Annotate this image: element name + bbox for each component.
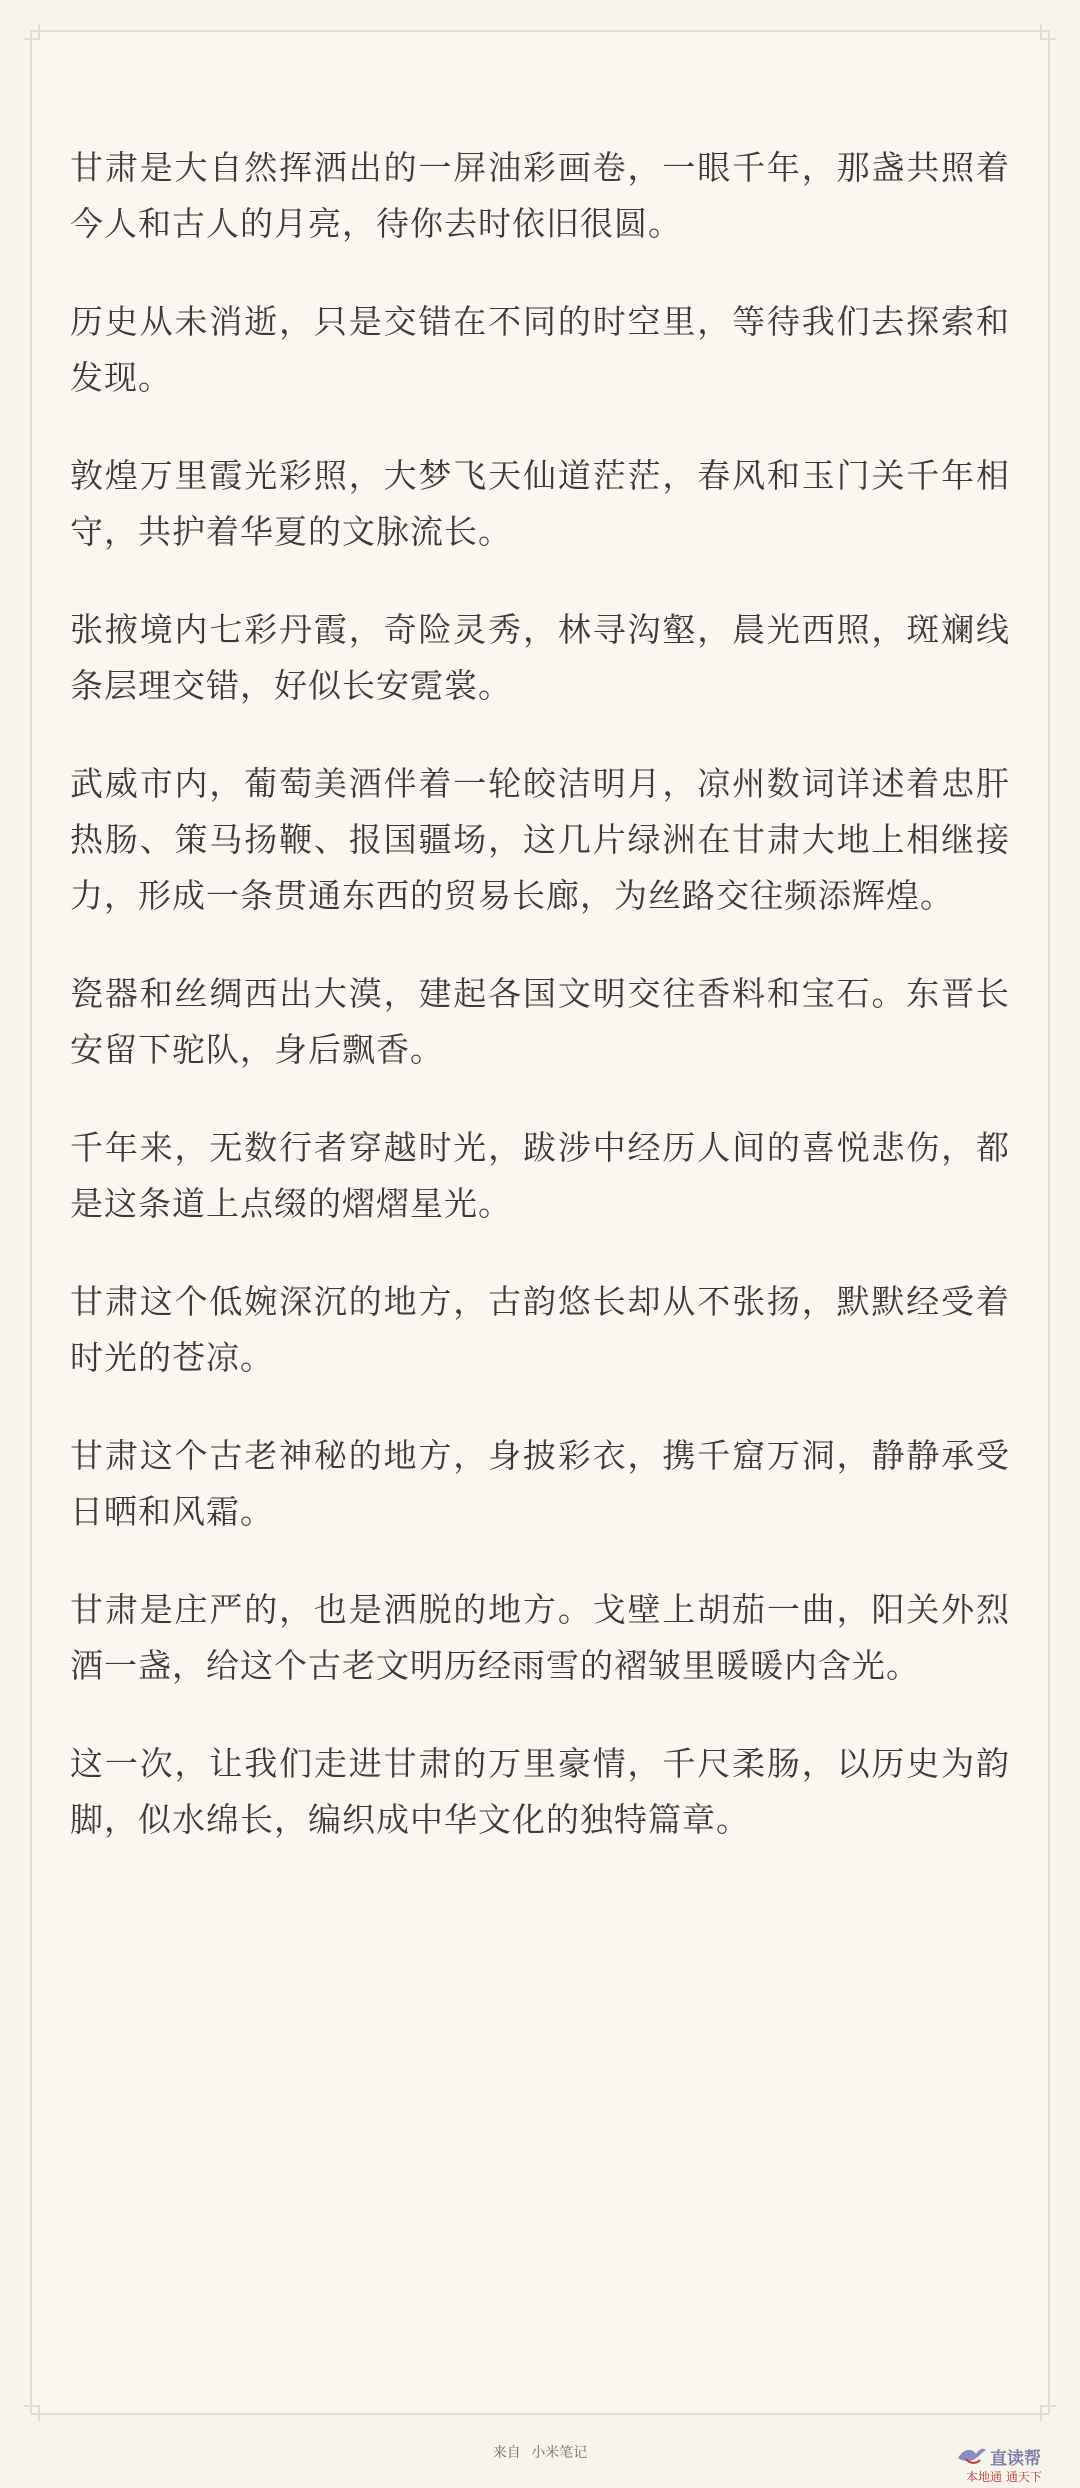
paragraph: 敦煌万里霞光彩照，大梦飞天仙道茫茫，春风和玉门关千年相守，共护着华夏的文脉流长。: [70, 456, 1010, 551]
source-app-name: 小米笔记: [531, 2445, 588, 2461]
frame-corner-top-right: [1040, 24, 1056, 40]
paragraph: 张掖境内七彩丹霞，奇险灵秀，林寻沟壑，晨光西照，斑斓线条层理交错，好似长安霓裳。: [70, 610, 1010, 705]
paragraph: 千年来，无数行者穿越时光，跋涉中经历人间的喜悦悲伤，都是这条道上点缀的熠熠星光。: [70, 1128, 1010, 1223]
paragraph: 甘肃是庄严的，也是洒脱的地方。戈壁上胡茄一曲，阳关外烈酒一盏，给这个古老文明历经雨雪的褶皱里暖暖内含光。: [70, 1590, 1010, 1685]
paragraph: 甘肃这个低婉深沉的地方，古韵悠长却从不张扬，默默经受着时光的苍凉。: [70, 1282, 1010, 1377]
source-label: 来自: [492, 2445, 521, 2461]
site-watermark: [952, 2440, 1072, 2484]
paragraph: 历史从未消逝，只是交错在不同的时空里，等待我们去探索和发现。: [70, 302, 1010, 397]
source-footer: [0, 2442, 1080, 2462]
note-body[interactable]: [70, 140, 1010, 1890]
frame-corner-bottom-right: [1040, 2405, 1056, 2421]
paragraph: 这一次，让我们走进甘肃的万里豪情，千尺柔肠，以历史为韵脚，似水绵长，编织成中华文化的独特篇章。: [70, 1744, 1010, 1839]
watermark-name: 直读帮: [990, 2449, 1041, 2469]
frame-corner-top-left: [24, 24, 40, 40]
paragraph: 瓷器和丝绸西出大漠，建起各国文明交往香料和宝石。东晋长安留下驼队，身后飘香。: [70, 974, 1010, 1069]
paragraph: 甘肃这个古老神秘的地方，身披彩衣，携千窟万洞，静静承受日晒和风霜。: [70, 1436, 1010, 1531]
watermark-slogan: 本地通 通天下: [966, 2470, 1042, 2484]
frame-corner-bottom-left: [24, 2405, 40, 2421]
paragraph: 甘肃是大自然挥洒出的一屏油彩画卷，一眼千年，那盏共照着今人和古人的月亮，待你去时依旧很圆。: [70, 148, 1010, 243]
paragraph: 武威市内，葡萄美酒伴着一轮皎洁明月，凉州数词详述着忠肝热肠、策马扬鞭、报国疆场，这几片绿洲在甘肃大地上相继接力，形成一条贯通东西的贸易长廊，为丝路交往频添辉煌。: [70, 764, 1010, 915]
bird-logo-icon: [956, 2444, 988, 2466]
